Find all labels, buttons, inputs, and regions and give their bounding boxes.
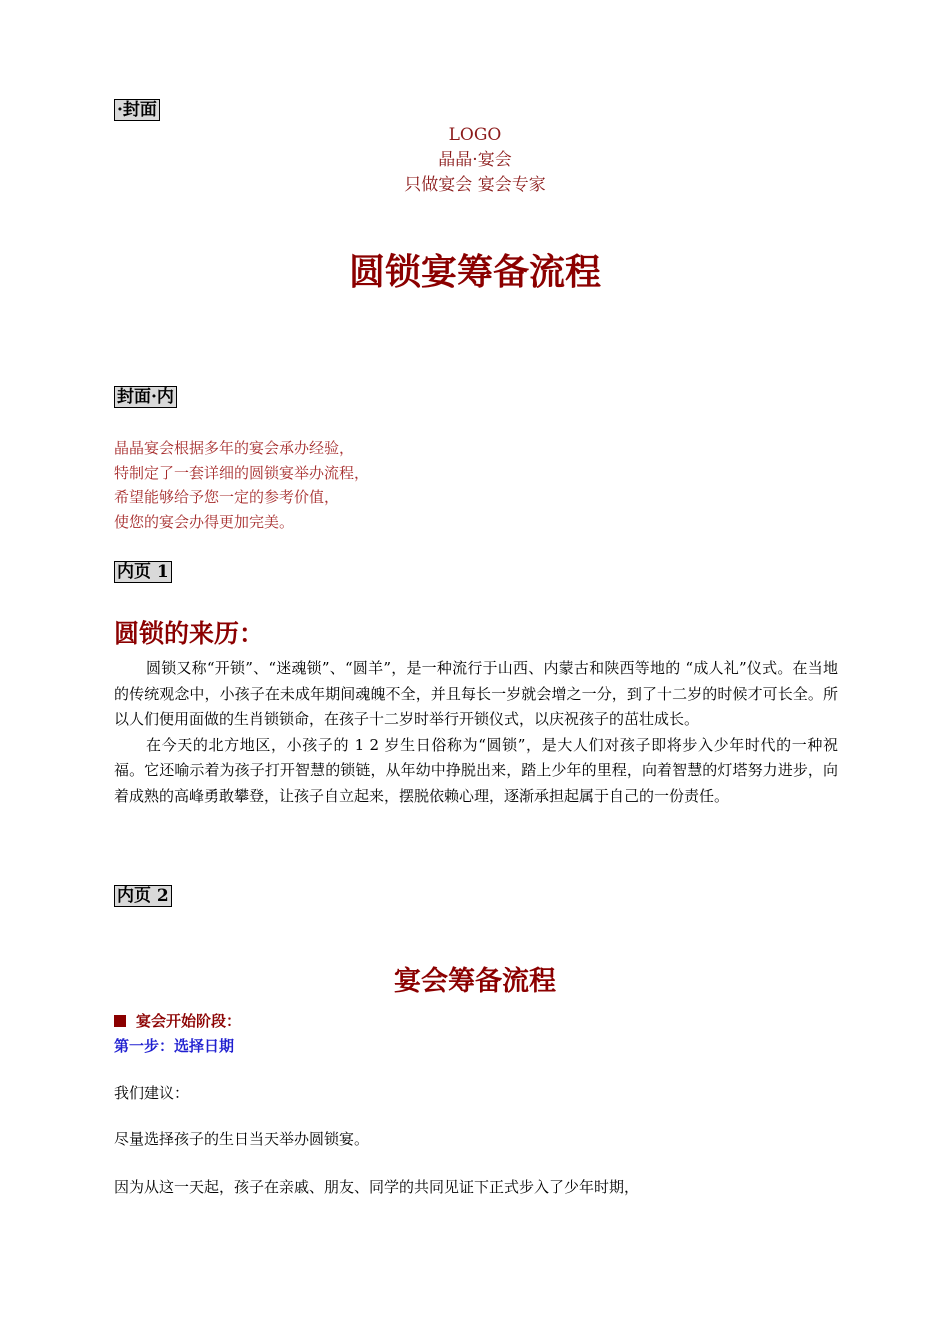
document-title: 圆锁宴筹备流程 [348,251,601,293]
stage-label-text: 宴会开始阶段： [136,1012,242,1030]
section-tag-page2: 内页 2 [114,885,172,907]
step-label: 第一步：选择日期 [114,1037,235,1055]
brand-slogan: 只做宴会 宴会专家 [404,175,546,195]
origin-heading: 圆锁的来历： [114,619,265,648]
intro-line: 希望能够给予您一定的参考价值， [114,488,340,506]
suggestion-intro: 我们建议： [114,1084,190,1102]
suggestion-line: 尽量选择孩子的生日当天举办圆锁宴。 [114,1130,370,1148]
origin-paragraph: 在今天的北方地区，小孩子的 1 2 岁生日俗称为“圆锁”，是大人们对孩子即将步入少年时代的一种祝福。它还喻示着为孩子打开智慧的锁链，从年幼中挣脱出来，踏上少年的里程，向着智慧的灯塔努力进步，向着成熟的高峰勇敢攀登，让孩子自立起来，摆脱依赖心理，逐渐承担起属于自己的一份责任。 [114,735,838,805]
stage-label [114,1011,241,1031]
intro-line: 使您的宴会办得更加完美。 [114,512,295,531]
section-tag-cover-inner: 封面·内 [114,386,177,408]
section-tag-cover: ·封面 [114,99,160,121]
square-bullet-icon [114,1015,126,1027]
origin-paragraph: 圆锁又称“开锁”、“迷魂锁”、“圆羊”，是一种流行于山西、内蒙古和陕西等地的 “成人礼”仪式。在当地的传统观念中，小孩子在未成年期间魂魄不全，并且每长一岁就会增之一分，到了十二岁的时候才可长全。所以人们便用面做的生肖锁锁命，在孩子十二岁时举行开锁仪式，以庆祝孩子的茁壮成长。 [114,659,838,728]
section-tag-page1: 内页 1 [114,561,172,583]
intro-line: 晶晶宴会根据多年的宴会承办经验， [114,439,355,457]
logo-text: LOGO [448,125,502,145]
brand-name: 晶晶·宴会 [438,150,512,170]
intro-text [114,436,369,534]
origin-body [114,656,838,809]
intro-line: 特制定了一套详细的圆锁宴举办流程， [114,463,370,482]
suggestion-reason: 因为从这一天起，孩子在亲戚、朋友、同学的共同见证下正式步入了少年时期， [114,1178,640,1196]
process-heading: 宴会筹备流程 [394,966,556,997]
